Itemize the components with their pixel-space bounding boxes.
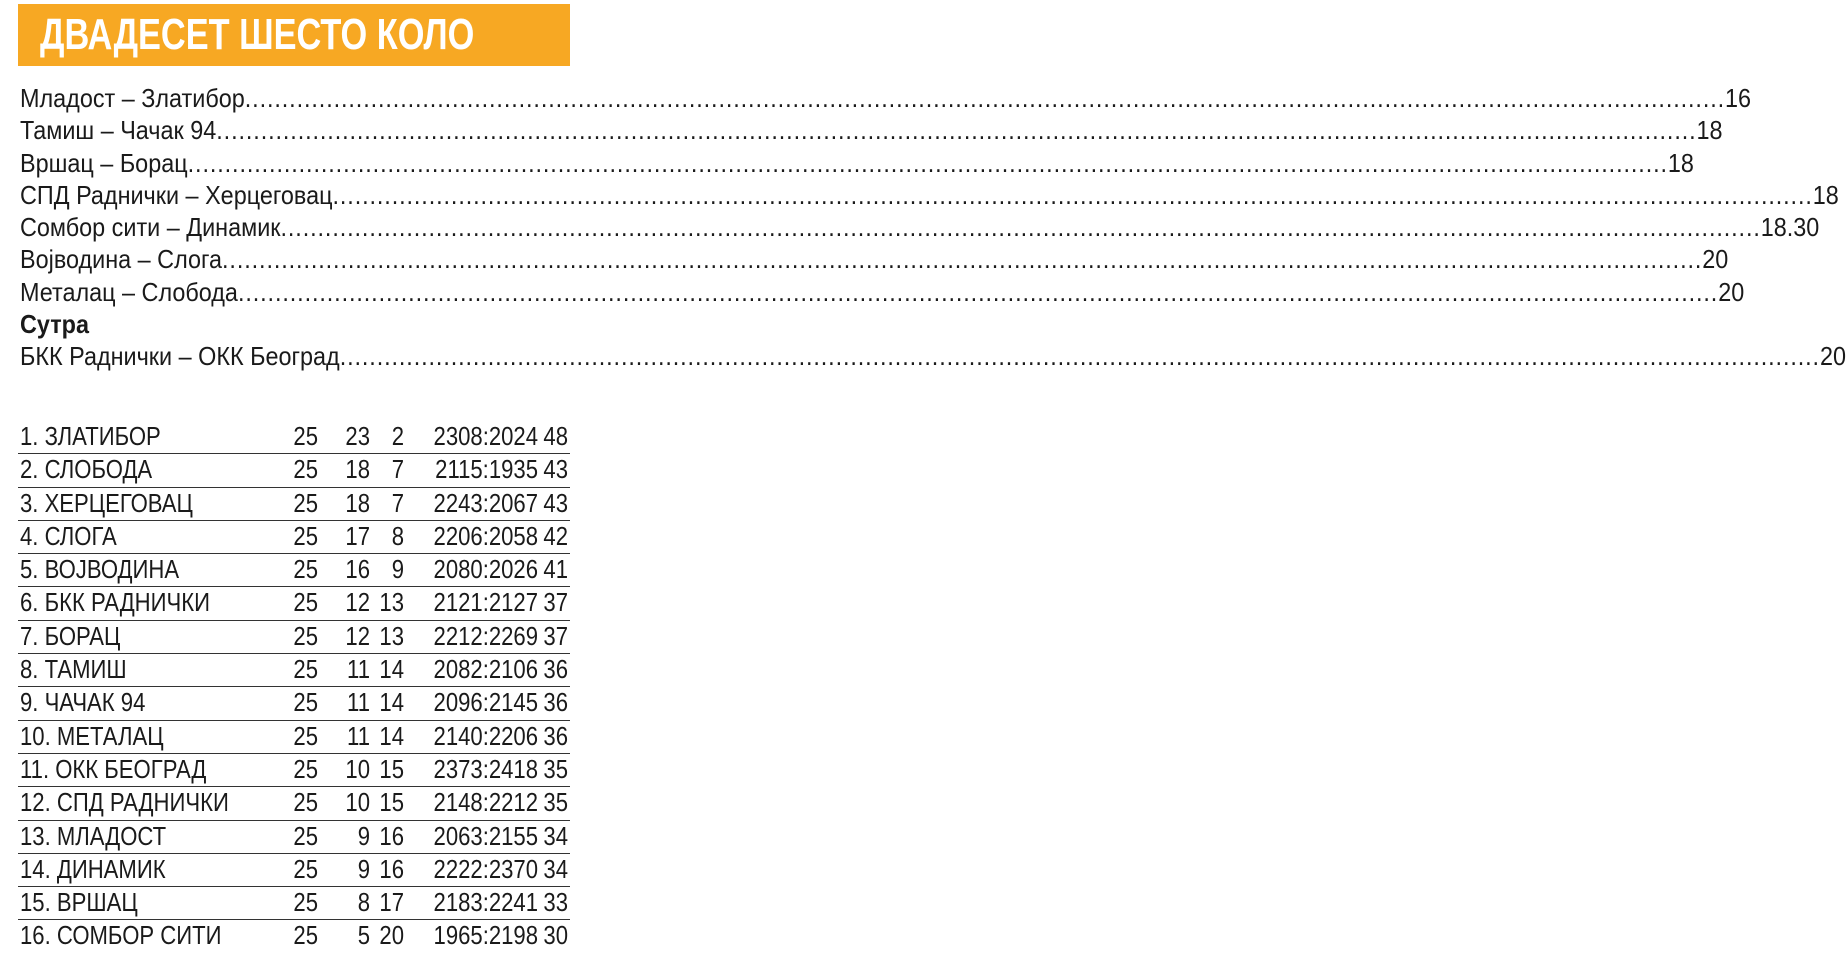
standings-won: 16 [345,554,370,585]
fixture-leader-dots: ........................................................................................................................................................................................................ [187,147,1668,178]
fixture-row [20,276,1745,308]
standings-score: 2115:1935 [435,454,538,485]
standings-row [18,754,570,787]
standings-played: 25 [293,853,318,884]
fixture-leader-dots: ........................................................................................................................................................................................................ [222,244,1703,275]
fixture-leader-dots: ........................................................................................................................................................................................................ [332,179,1813,210]
standings-won: 8 [357,887,370,918]
standings-score: 2063:2155 [433,820,538,851]
fixture-match: Сомбор сити – Динамик [20,212,281,243]
standings-team: 2. СЛОБОДА [20,454,153,485]
standings-lost: 16 [379,853,404,884]
standings-played: 25 [293,887,318,918]
standings-played: 25 [293,720,318,751]
fixture-time: 18 [1696,115,1723,146]
standings-score: 2148:2212 [433,787,538,818]
standings-row [18,521,570,554]
standings-score: 2140:2206 [433,720,538,751]
round-header-banner [18,4,570,66]
standings-lost: 13 [379,620,404,651]
standings-score: 2222:2370 [433,853,538,884]
fixture-match: СПД Раднички – Херцеговац [20,179,333,210]
standings-score: 2080:2026 [433,554,538,585]
standings-team: 3. ХЕРЦЕГОВАЦ [20,487,193,518]
standings-points: 34 [543,853,568,884]
round-title: ДВАДЕСЕТ ШЕСТО КОЛО [40,10,475,59]
standings-lost: 17 [379,887,404,918]
fixture-leader-dots: ........................................................................................................................................................................................................ [280,212,1761,243]
standings-points: 41 [543,554,568,585]
standings-row [18,421,570,454]
standings-row [18,854,570,887]
standings-lost: 16 [379,820,404,851]
standings-table [18,421,570,954]
standings-team: 8. ТАМИШ [20,654,127,685]
standings-won: 9 [357,820,370,851]
standings-played: 25 [293,520,318,551]
standings-played: 25 [293,454,318,485]
fixture-row [20,179,1839,211]
standings-row [18,920,570,953]
fixture-row [20,211,1820,243]
standings-lost: 20 [379,920,404,951]
fixture-match: Тамиш – Чачак 94 [20,115,217,146]
standings-row [18,887,570,920]
standings-team: 12. СПД РАДНИЧКИ [20,787,229,818]
standings-score: 2121:2127 [433,587,538,618]
standings-played: 25 [293,687,318,718]
fixture-leader-dots: ........................................................................................................................................................................................................ [339,341,1820,372]
standings-lost: 14 [379,654,404,685]
fixture-leader-dots: ........................................................................................................................................................................................................ [237,276,1719,307]
standings-team: 9. ЧАЧАК 94 [20,687,146,718]
standings-points: 43 [543,454,568,485]
standings-team: 14. ДИНАМИК [20,853,166,884]
standings-won: 9 [357,853,370,884]
fixture-time: 20 [1702,244,1729,275]
standings-won: 11 [347,720,370,751]
standings-score: 2206:2058 [433,520,538,551]
standings-played: 25 [293,620,318,651]
standings-played: 25 [293,787,318,818]
standings-lost: 14 [379,687,404,718]
fixture-time: 18 [1812,179,1839,210]
standings-won: 11 [347,654,370,685]
standings-row [18,587,570,620]
standings-team: 4. СЛОГА [20,520,117,551]
standings-played: 25 [293,421,318,451]
fixture-match: БКК Раднички – ОКК Београд [20,341,340,372]
tomorrow-label: Сутра [20,309,89,340]
standings-team: 13. МЛАДОСТ [20,820,167,851]
standings-score: 2212:2269 [433,620,538,651]
standings-lost: 8 [391,520,404,551]
standings-score: 2243:2067 [433,487,538,518]
standings-team: 10. МЕТАЛАЦ [20,720,164,751]
standings-won: 17 [345,520,370,551]
standings-team: 6. БКК РАДНИЧКИ [20,587,211,618]
fixture-row [20,147,1694,179]
standings-row [18,654,570,687]
standings-score: 2373:2418 [433,753,538,784]
fixture-row [20,340,1846,372]
standings-team: 11. ОКК БЕОГРАД [20,753,207,784]
standings-row [18,554,570,587]
standings-team: 16. СОМБОР СИТИ [20,920,222,951]
standings-won: 10 [345,787,370,818]
standings-won: 11 [347,687,370,718]
standings-team: 1. ЗЛАТИБОР [20,421,161,451]
standings-points: 35 [543,753,568,784]
fixture-leader-dots: ........................................................................................................................................................................................................ [216,115,1697,146]
standings-played: 25 [293,587,318,618]
standings-row [18,687,570,720]
standings-row [18,454,570,487]
standings-points: 34 [543,820,568,851]
standings-won: 18 [345,487,370,518]
fixture-match: Металац – Слобода [20,276,238,307]
standings-team: 7. БОРАЦ [20,620,121,651]
standings-points: 43 [543,487,568,518]
standings-team: 5. ВОЈВОДИНА [20,554,180,585]
standings-row [18,488,570,521]
standings-row [18,787,570,820]
standings-lost: 13 [379,587,404,618]
standings-score: 2082:2106 [433,654,538,685]
standings-lost: 14 [379,720,404,751]
standings-played: 25 [293,753,318,784]
standings-points: 37 [543,620,568,651]
standings-won: 10 [345,753,370,784]
standings-row [18,821,570,854]
fixture-leader-dots: ........................................................................................................................................................................................................ [244,83,1726,113]
standings-played: 25 [293,487,318,518]
fixture-time: 18 [1667,147,1694,178]
fixture-time: 20 [1718,276,1745,307]
standings-won: 12 [345,587,370,618]
standings-lost: 7 [391,487,404,518]
standings-lost: 7 [391,454,404,485]
standings-points: 42 [543,520,568,551]
standings-won: 18 [345,454,370,485]
fixture-row [20,243,1729,275]
standings-score: 2096:2145 [433,687,538,718]
standings-row [18,721,570,754]
standings-score: 2308:2024 [433,421,538,451]
standings-score: 2183:2241 [433,887,538,918]
fixture-match: Вршац – Борац [20,147,188,178]
standings-points: 48 [543,421,568,451]
standings-points: 36 [543,687,568,718]
fixture-match: Младост – Златибор [20,83,245,113]
fixture-time: 20 [1819,341,1846,372]
fixtures-tomorrow [20,340,1846,372]
standings-row [18,621,570,654]
standings-won: 23 [345,421,370,451]
standings-lost: 15 [379,787,404,818]
standings-played: 25 [293,920,318,951]
standings-played: 25 [293,554,318,585]
standings-points: 33 [543,887,568,918]
standings-played: 25 [293,820,318,851]
fixture-row [20,114,1723,146]
fixtures-list [20,82,1846,373]
standings-won: 12 [345,620,370,651]
standings-points: 30 [543,920,568,951]
standings-lost: 15 [379,753,404,784]
fixture-row [20,82,1752,114]
standings-lost: 2 [391,421,404,451]
standings-played: 25 [293,654,318,685]
fixture-time: 18.30 [1760,212,1820,243]
standings-points: 36 [543,720,568,751]
standings-score: 1965:2198 [433,920,538,951]
fixture-match: Војводина – Слога [20,244,223,275]
standings-won: 5 [357,920,370,951]
fixture-time: 16 [1725,83,1752,113]
standings-points: 35 [543,787,568,818]
standings-lost: 9 [391,554,404,585]
standings-team: 15. ВРШАЦ [20,887,138,918]
standings-points: 37 [543,587,568,618]
standings-points: 36 [543,654,568,685]
fixtures-today [20,82,1839,308]
